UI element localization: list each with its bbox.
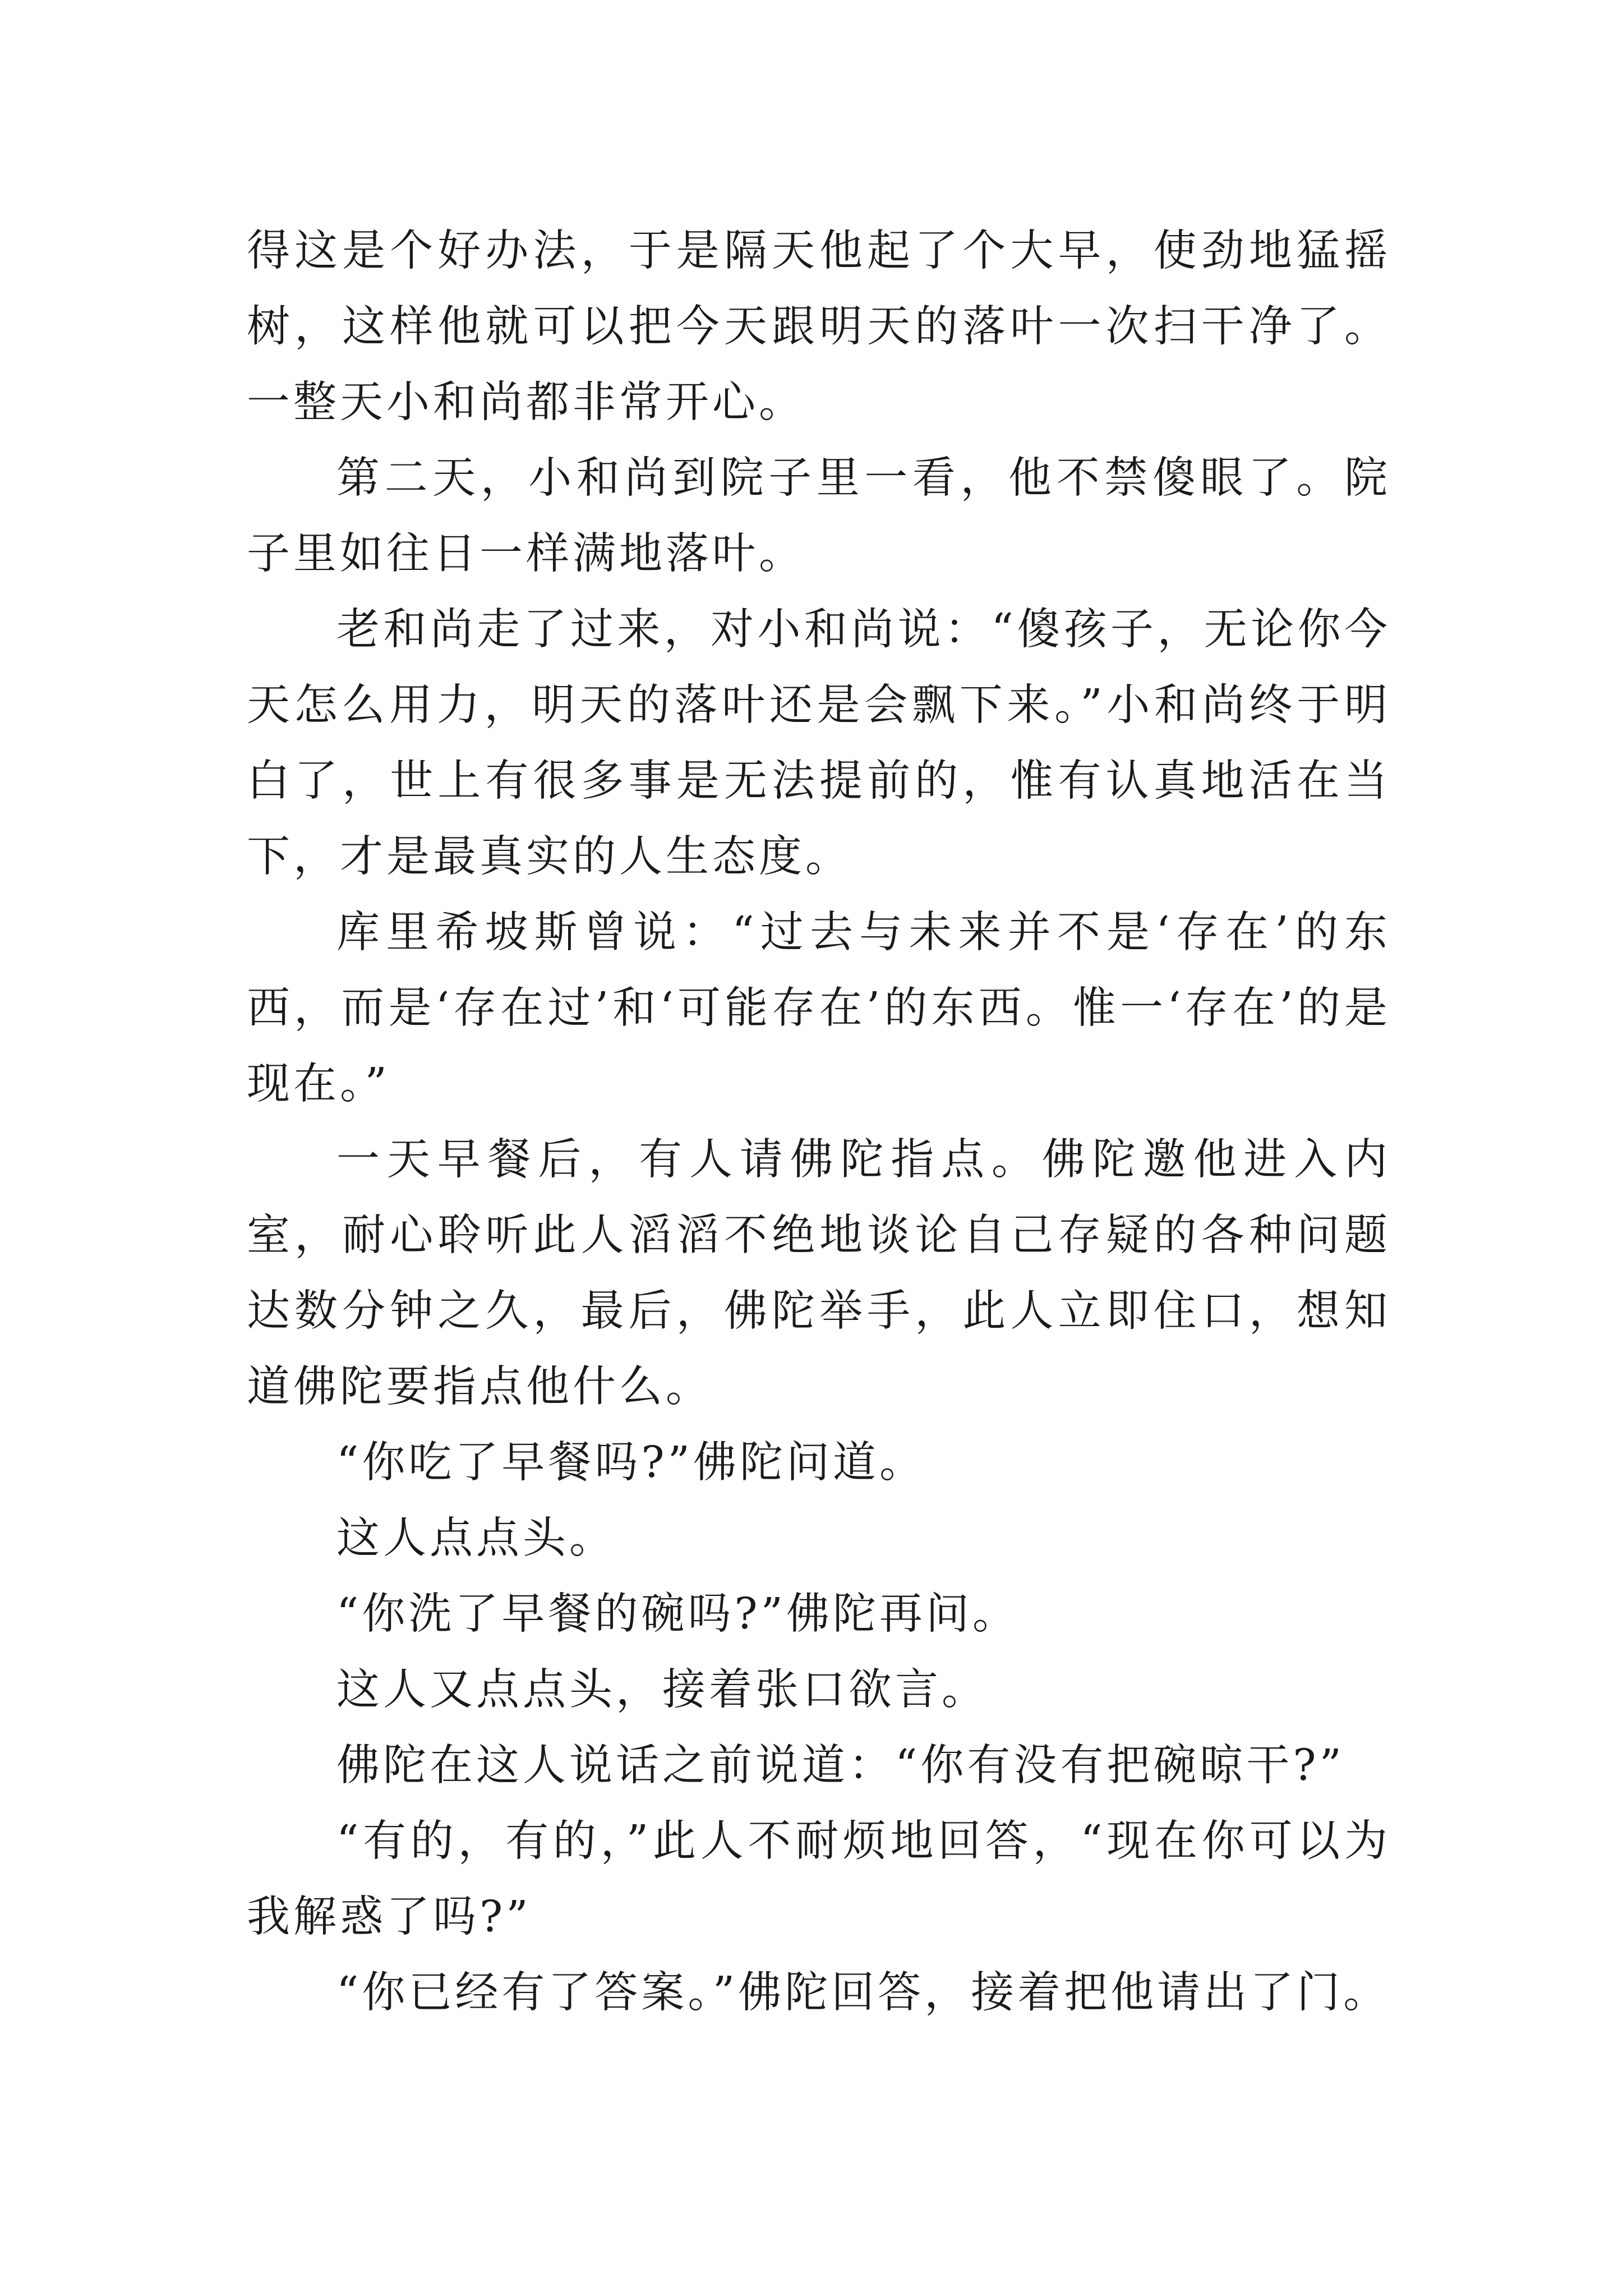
paragraph: 这人点点头。 xyxy=(336,1513,616,1563)
paragraph: “有的，有的，”此人不耐烦地回答，“现在你可以为我解惑了吗?” xyxy=(247,1816,1391,1942)
body-text xyxy=(247,213,1391,2031)
paragraph: “你已经有了答案。”佛陀回答，接着把他请出了门。 xyxy=(336,1968,1390,2018)
paragraph: 一天早餐后，有人请佛陀指点。佛陀邀他进入内室，耐心聆听此人滔滔不绝地谈论自己存疑的各种问题达数分钟之久，最后，佛陀举手，此人立即住口，想知道佛陀要指点他什么。 xyxy=(247,1135,1391,1412)
paragraph: “你洗了早餐的碗吗?”佛陀再问。 xyxy=(336,1589,1020,1639)
paragraph: “你吃了早餐吗?”佛陀问道。 xyxy=(336,1438,926,1488)
paragraph: 第二天，小和尚到院子里一看，他不禁傻眼了。院子里如往日一样满地落叶。 xyxy=(247,453,1391,579)
paragraph: 佛陀在这人说话之前说道：“你有没有把碗晾干?” xyxy=(336,1741,1345,1791)
paragraph: 老和尚走了过来，对小和尚说：“傻孩子，无论你今天怎么用力，明天的落叶还是会飘下来。”小和尚终于明白了，世上有很多事是无法提前的，惟有认真地活在当下，才是最真实的人生态度。 xyxy=(247,605,1391,882)
paragraph: 这人又点点头，接着张口欲言。 xyxy=(336,1665,988,1715)
paragraph: 库里希坡斯曾说：“过去与未来并不是‘存在’的东西，而是‘存在过’和‘可能存在’的东西。惟一‘存在’的是现在。” xyxy=(247,908,1391,1109)
paragraph: 得这是个好办法，于是隔天他起了个大早，使劲地猛摇树，这样他就可以把今天跟明天的落叶一次扫干净了。一整天小和尚都非常开心。 xyxy=(247,226,1391,427)
